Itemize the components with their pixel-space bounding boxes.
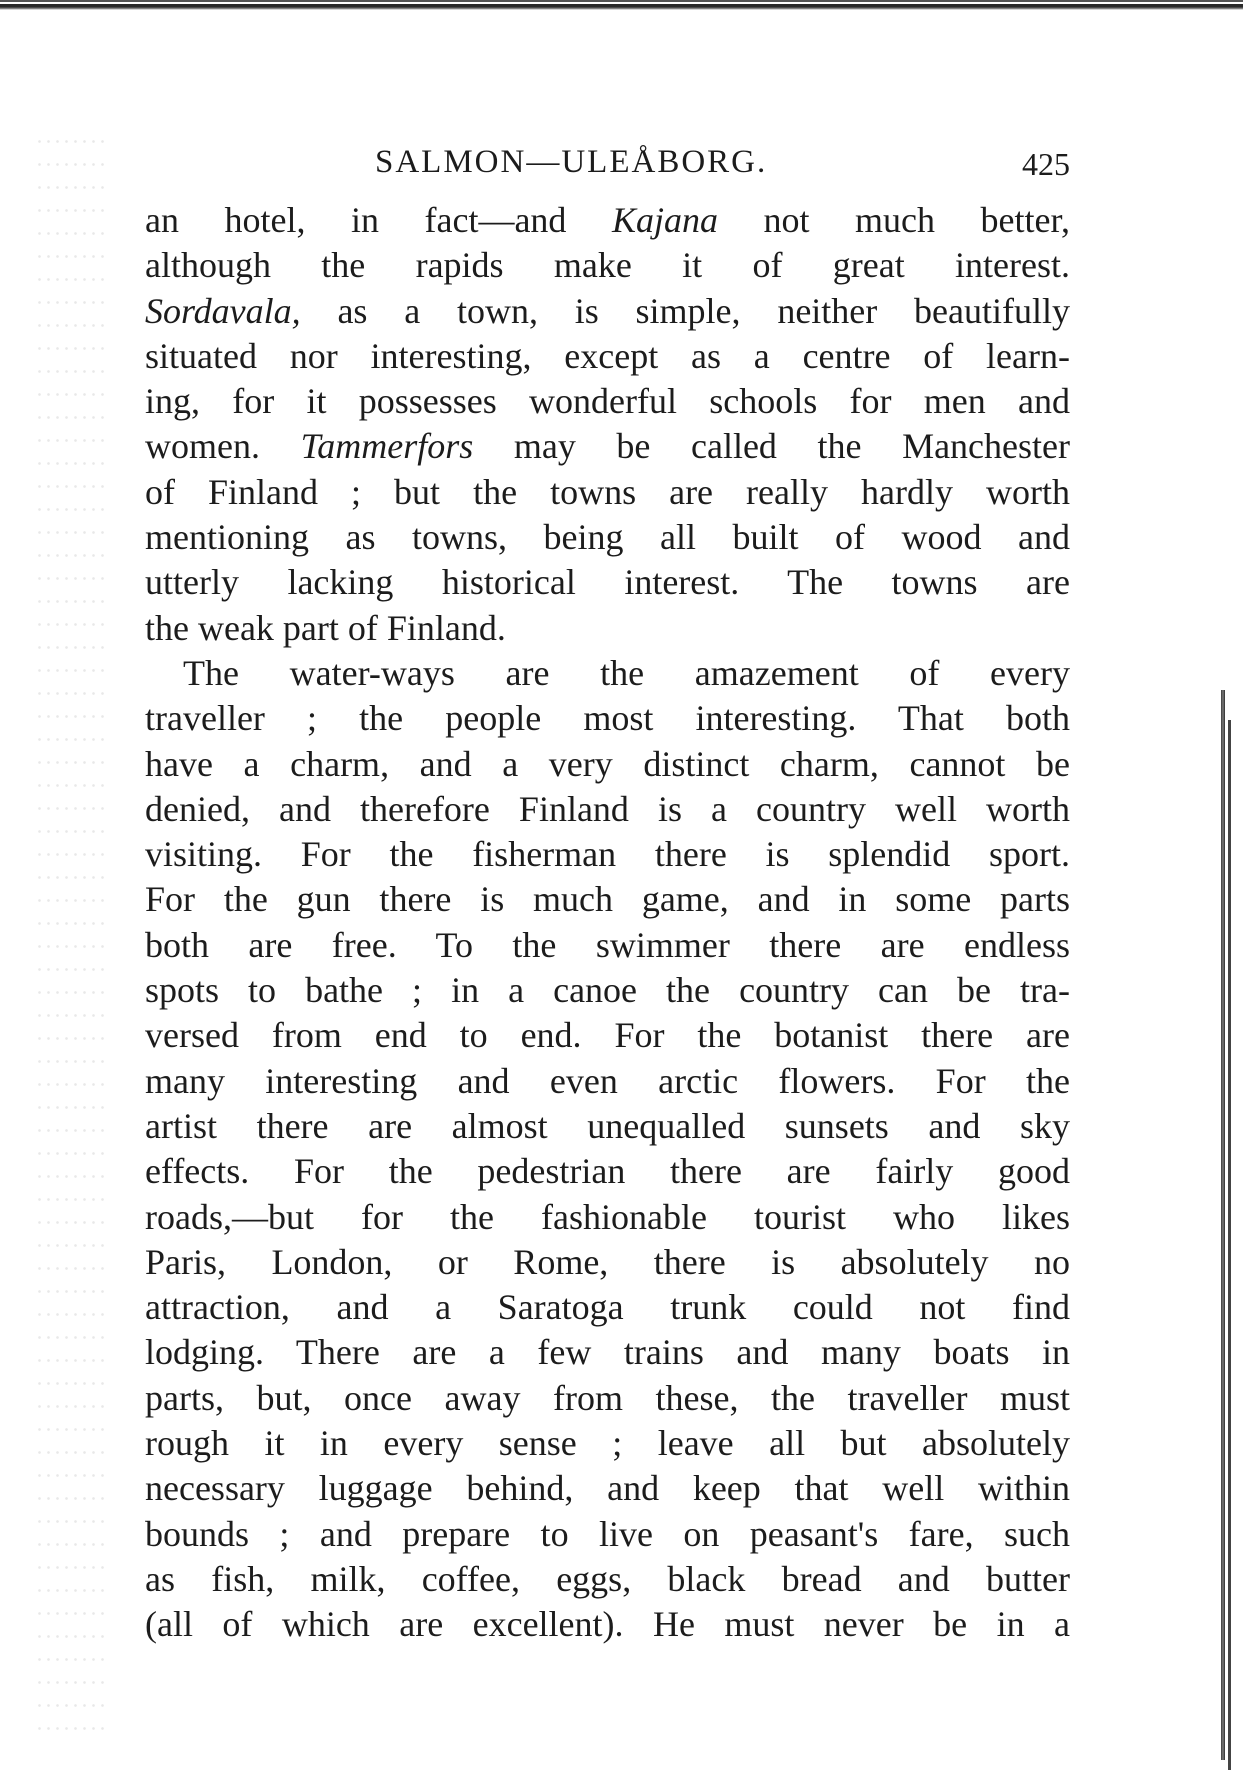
text-line: situated nor interesting, except as a centre of learn- <box>145 335 1070 376</box>
text-line: ing, for it possesses wonderful schools for men and <box>145 381 1070 422</box>
text-line <box>145 198 1070 243</box>
text-line: traveller ; the people most interesting. That both <box>145 698 1070 739</box>
text-line: although the rapids make it of great interest. <box>145 245 1070 286</box>
text-line: lodging. There are a few trains and many boats in <box>145 1332 1070 1373</box>
text-line: many interesting and even arctic flowers. For the <box>145 1060 1070 1101</box>
text-run: as a town, is simple, neither beautifully <box>300 290 1070 331</box>
paragraph-2 <box>145 651 1070 1648</box>
text-line <box>145 289 1070 334</box>
text-line: roads,—but for the fashionable tourist who likes <box>145 1196 1070 1237</box>
text-line: artist there are almost unequalled sunsets and sky <box>145 1105 1070 1146</box>
text-line: bounds ; and prepare to live on peasant's fare, such <box>145 1513 1070 1554</box>
text-line: The water-ways are the amazement of every <box>183 652 1070 693</box>
text-line: versed from end to end. For the botanist there are <box>145 1015 1070 1056</box>
text-line: rough it in every sense ; leave all but absolutely <box>145 1423 1070 1464</box>
text-line: visiting. For the fisherman there is splendid sport. <box>145 834 1070 875</box>
body-text <box>145 198 1070 1648</box>
text-line: of Finland ; but the towns are really hardly worth <box>145 471 1070 512</box>
text-line: effects. For the pedestrian there are fairly good <box>145 1151 1070 1192</box>
text-line: spots to bathe ; in a canoe the country can be tra- <box>145 970 1070 1011</box>
place-name-kajana: Kajana <box>611 200 718 240</box>
text-line: mentioning as towns, being all built of wood and <box>145 517 1070 558</box>
text-line: (all of which are excellent). He must never be in a <box>145 1604 1070 1645</box>
text-run: not much better, <box>717 200 1070 240</box>
paragraph-1 <box>145 198 1070 651</box>
page-top-edge <box>0 0 1243 2</box>
text-line: attraction, and a Saratoga trunk could not find <box>145 1287 1070 1328</box>
page-right-edge <box>1221 690 1225 1760</box>
text-run: may be called the Manchester <box>473 426 1070 467</box>
text-line: the weak part of Finland. <box>145 607 506 648</box>
text-line <box>145 424 1070 469</box>
text-line: have a charm, and a very distinct charm, cannot be <box>145 743 1070 784</box>
text-run: an hotel, in fact—and <box>145 200 612 240</box>
text-run: women. <box>145 426 301 467</box>
page-number: 425 <box>1022 146 1070 182</box>
text-line: denied, and therefore Finland is a country well worth <box>145 788 1070 829</box>
text-line: as fish, milk, coffee, eggs, black bread and butter <box>145 1558 1070 1599</box>
text-line: Paris, London, or Rome, there is absolutely no <box>145 1241 1070 1282</box>
running-title: SALMON—ULEÅBORG. <box>375 144 768 180</box>
text-line: necessary luggage behind, and keep that well within <box>145 1468 1070 1509</box>
place-name-sordavala: Sordavala, <box>145 290 301 331</box>
running-head <box>145 140 1085 190</box>
place-name-tammerfors: Tammerfors <box>300 426 474 467</box>
text-line: For the gun there is much game, and in some parts <box>145 879 1070 920</box>
text-line: parts, but, once away from these, the traveller must <box>145 1377 1070 1418</box>
page-top-rule <box>0 4 1243 10</box>
gutter-shadow <box>35 130 105 1730</box>
text-line: utterly lacking historical interest. The towns are <box>145 562 1070 603</box>
page-right-edge-shadow <box>1228 720 1231 1770</box>
text-line: both are free. To the swimmer there are endless <box>145 924 1070 965</box>
